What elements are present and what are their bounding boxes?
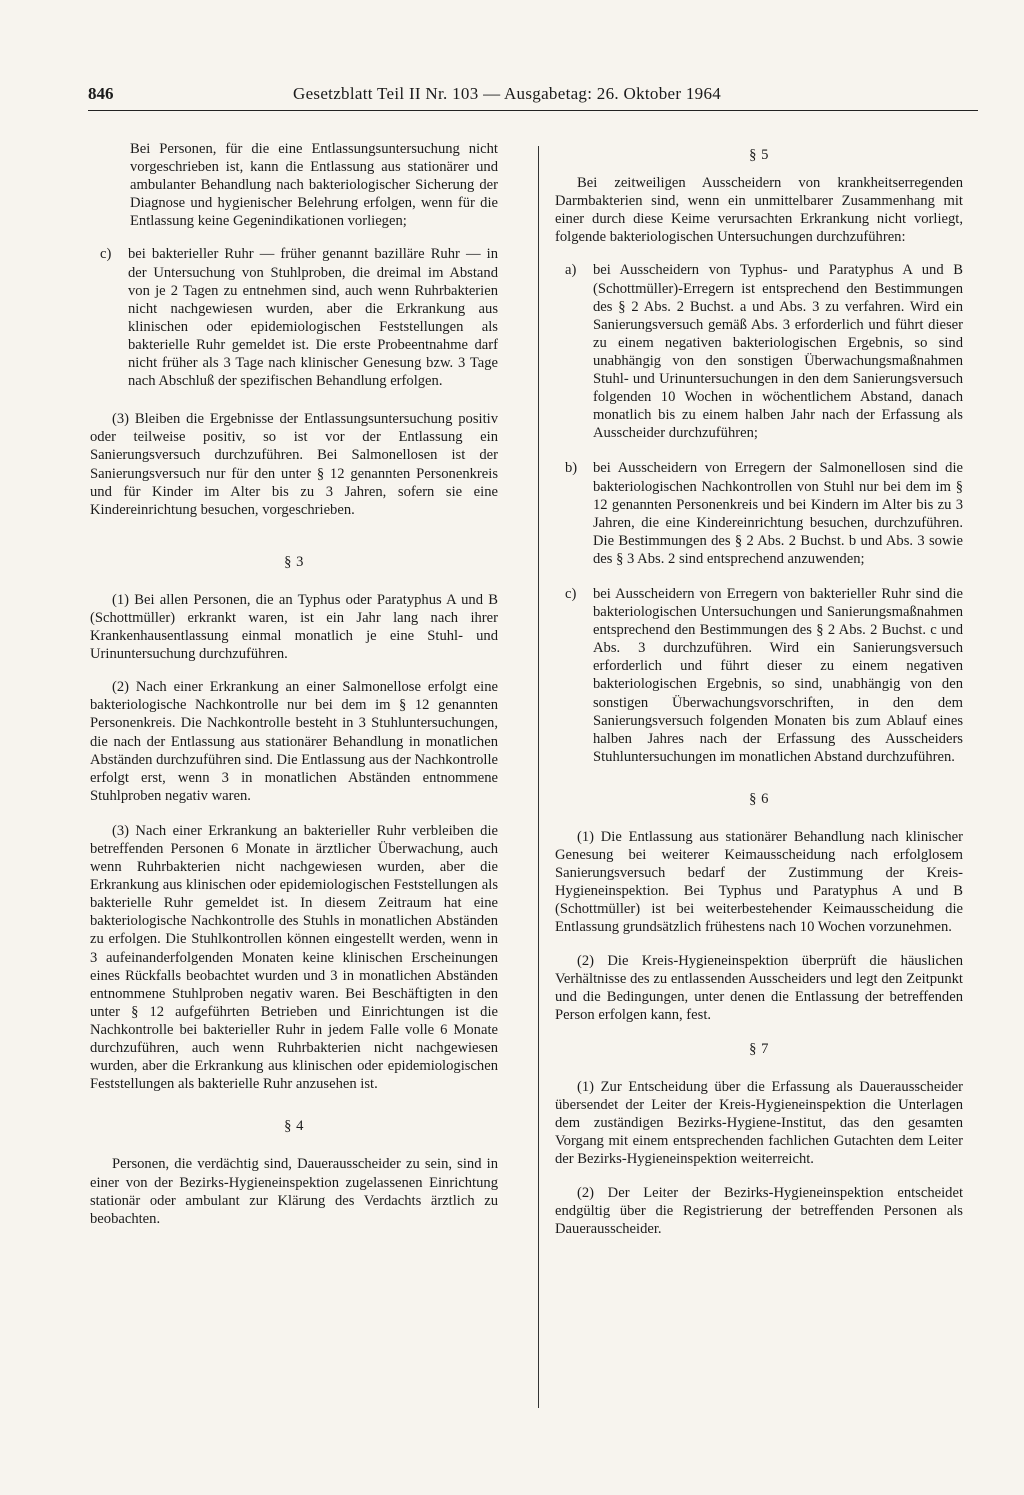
- item-label: c): [100, 246, 112, 263]
- section-heading-6: § 6: [749, 790, 769, 807]
- section-heading-5: § 5: [749, 147, 769, 163]
- list-item-c: [555, 585, 963, 766]
- left-column: [90, 140, 498, 1228]
- section-3-paragraph-2: (2) Nach einer Erkrankung an einer Salmonellose erfolgt eine bakteriologische Nachkontrolle nur bei dem im § 12 genannten Personenkreis. Die Nachkontrolle besteht in 3 Stuhluntersuchungen, die nach der Entlassung aus stationärer Behandlung in monatlichen Abständen durchzuführen sind. Die Entlassung aus der Nachkontrolle erfolgt erst, wenn 3 in monatlichen Abständen entnommene Stuhlproben negativ waren.: [90, 679, 498, 804]
- paragraph-b-continuation: Bei Personen, für die eine Entlassungsuntersuchung nicht vorgeschrieben ist, kann die Entlassung aus stationärer und ambulanter Behandlung nach bakteriologischer Sicherung der Diagnose und hygienischer Belehrung erfolgen, wenn für die Entlassung keine Gegenindikationen vorliegen;: [130, 141, 498, 230]
- item-label: a): [565, 262, 577, 279]
- item-text: bei Ausscheidern von Typhus- und Paratyphus A und B (Schottmüller)-Erregern ist entsprechend den Bestimmungen des § 2 Abs. 2 Buchst. a und Abs. 3 zu verfahren. Wird ein Sanierungsversuch gemäß Abs. 3 erforderlich und führt dieser zu einem negativen bakteriologischen Ergebnis, so sind unabhängig von den sonstigen Überwachungsmaßnahmen Stuhl- und Urinuntersuchungen in den dem Sanierungsversuch folgenden 10 Wochen in wöchentlichem Abstand, danach monatlich bis zu einem halben Jahr nach der Erfassung als Ausscheider durchzuführen;: [593, 262, 963, 442]
- section-7-paragraph-1: (1) Zur Entscheidung über die Erfassung als Dauerausscheider übersendet der Leiter der Kreis-Hygieneinspektion die Unterlagen dem zuständigen Bezirks-Hygiene-Institut, das den gesamten Vorgang mit einem entsprechenden fachlichen Gutachten dem Leiter der Bezirks-Hygieneinspektion weiterreicht.: [555, 1079, 963, 1168]
- section-5-intro: Bei zeitweiligen Ausscheidern von krankheitserregenden Darmbakterien sind, wenn ein unmittelbarer Zusammenhang mit einer durch diese Keime verursachten Erkrankung nicht vorliegt, folgende bakteriologischen Untersuchungen durchzuführen:: [555, 175, 963, 246]
- section-6-paragraph-2: (2) Die Kreis-Hygieneinspektion überprüft die häuslichen Verhältnisse des zu entlassenden Ausscheiders und legt den Zeitpunkt und die Bedingungen, unter denen die Entlassung der betreffenden Person erfolgen kann, fest.: [555, 952, 963, 1023]
- list-item-b: [555, 459, 963, 568]
- paragraph-3: (3) Bleiben die Ergebnisse der Entlassungsuntersuchung positiv oder teilweise positiv, so ist vor der Entlassung ein Sanierungsversuch durchzuführen. Bei Salmonellosen ist der Sanierungsversuch nur für den unter § 12 genannten Personenkreis und für Kinder im Alter bis zu 3 Jahren, sofern sie eine Kindereinrichtung besuchen, vorgeschrieben.: [90, 411, 498, 518]
- section-3-paragraph-3: (3) Nach einer Erkrankung an bakterieller Ruhr verbleiben die betreffenden Personen 6 Monate in ärztlicher Überwachung, auch wenn Ruhrbakterien nicht nachgewiesen wurden, aber die Erkrankung aus klinischen oder epidemiologischen Feststellungen als bakterielle Ruhr gemeldet ist. In diesem Zeitraum hat eine bakteriologische Nachkontrolle des Stuhls in monatlichen Abständen zu erfolgen. Die Stuhlkontrollen können eingestellt werden, wenn in 3 aufeinanderfolgenden Monaten keine klinischen Erscheinungen eines Rückfalls beobachtet wurden und 3 in monatlichen Abständen entnommene Stuhlproben negativ waren. Bei Beschäftigten in den unter § 12 aufgeführten Betrieben und Einrichtungen ist die Nachkontrolle bei bakterieller Ruhr in jedem Falle volle 6 Monate durchzuführen, auch wenn Ruhrbakterien nicht nachgewiesen wurden, aber die Erkrankung aus klinischen oder epidemiologischen Feststellungen als bakterielle Ruhr anzusehen ist.: [90, 822, 498, 1093]
- item-label: b): [565, 460, 578, 477]
- page-header: [88, 84, 978, 111]
- list-item-c: [90, 245, 498, 390]
- section-7-paragraph-2: (2) Der Leiter der Bezirks-Hygieneinspektion entscheidet endgültig über die Registrierung der betreffenden Personen als Dauerausscheider.: [555, 1184, 963, 1237]
- item-text: bei bakterieller Ruhr — früher genannt bazilläre Ruhr — in der Untersuchung von Stuhlproben, die dreimal im Abstand von je 2 Tagen zu entnehmen sind, auch wenn Ruhrbakterien nicht nachgewiesen wurden, aber die Erkrankung aus klinischen oder epidemiologischen Feststellungen als bakterielle Ruhr gemeldet ist. Die erste Probeentnahme darf nicht früher als 3 Tage nach klinischer Genesung bzw. 3 Tage nach Abschluß der spezifischen Behandlung erfolgen.: [128, 246, 498, 390]
- list-item-a: [555, 261, 963, 442]
- item-label: c): [565, 585, 577, 602]
- right-column: [555, 140, 963, 1238]
- column-divider: [538, 146, 539, 1408]
- section-6-paragraph-1: (1) Die Entlassung aus stationärer Behandlung nach klinischer Genesung bei weiterer Keimausscheidung nach erfolglosem Sanierungsversuch bedarf der Zustimmung der Kreis-Hygieneinspektion. Bei Typhus und Paratyphus A und B (Schottmüller) ist bei weiterbestehender Keimausscheidung die Entlassung grundsätzlich frühestens nach 10 Wochen vorzunehmen.: [555, 829, 963, 936]
- section-4-paragraph: Personen, die verdächtig sind, Dauerausscheider zu sein, sind in einer von der Bezirks-Hygieneinspektion zugelassenen Einrichtung stationär oder ambulant zur Klärung des Verdachts ärztlich zu beobachten.: [90, 1156, 498, 1227]
- header-title: Gesetzblatt Teil II Nr. 103 — Ausgabetag: 26. Oktober 1964: [293, 84, 722, 103]
- item-text: bei Ausscheidern von Erregern von bakterieller Ruhr sind die bakteriologischen Untersuchungen und Sanierungsmaßnahmen entsprechend den Bestimmungen des § 2 Abs. 2 Buchst. c und Abs. 3 durchzuführen. Wird ein Sanierungsversuch erforderlich und führt dieser zu einem negativen bakteriologischen Ergebnis, so sind, unabhängig von den sonstigen Überwachungsvorschriften, in den dem Sanierungsversuch folgenden Monaten bis zum Ablauf eines halben Jahres nach der Erfassung des Ausscheiders Stuhluntersuchungen im monatlichen Abstand durchzuführen.: [593, 585, 963, 765]
- section-3-paragraph-1: (1) Bei allen Personen, die an Typhus oder Paratyphus A und B (Schottmüller) erkrankt waren, ist ein Jahr lang nach ihrer Krankenhausentlassung einmal monatlich je eine Stuhl- und Urinuntersuchung durchzuführen.: [90, 591, 498, 663]
- item-text: bei Ausscheidern von Erregern der Salmonellosen sind die bakteriologischen Nachkontrollen von Stuhl nur bei dem im § 12 genannten Personenkreis und bei Kindern im Alter bis zu 3 Jahren, die eine Kindereinrichtung besuchen, durchzuführen. Die Bestimmungen des § 2 Abs. 2 Buchst. b und Abs. 3 sowie des § 3 Abs. 2 sind entsprechend anzuwenden;: [593, 460, 963, 567]
- page-number: 846: [88, 84, 114, 103]
- section-heading-7: § 7: [749, 1040, 769, 1057]
- section-heading-4: § 4: [284, 1118, 304, 1135]
- section-heading-3: § 3: [284, 553, 304, 570]
